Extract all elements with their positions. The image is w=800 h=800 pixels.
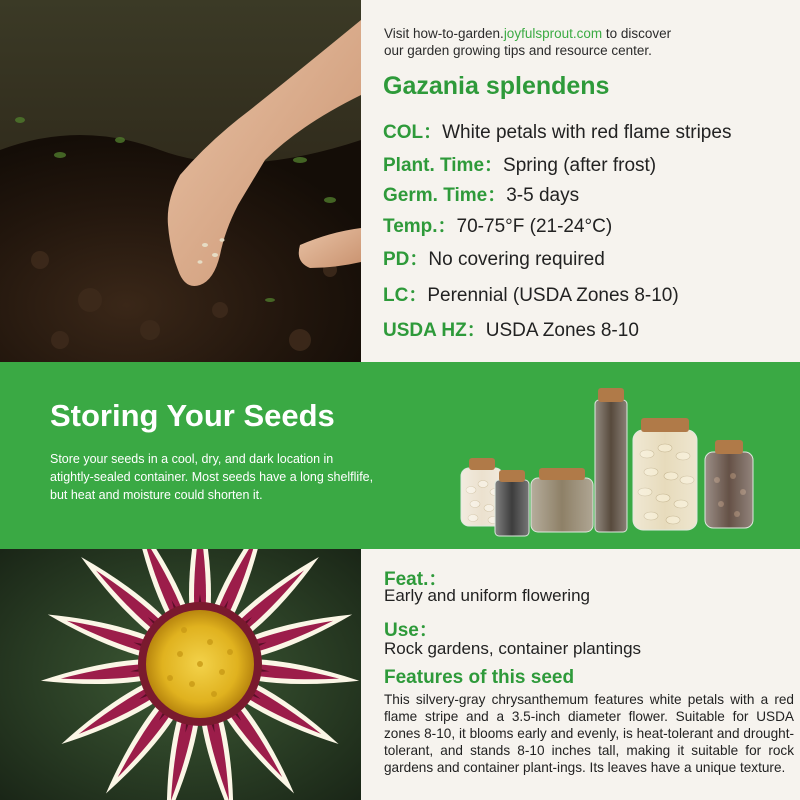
spec-color (383, 117, 731, 144)
gazania-flower-illustration (0, 549, 361, 800)
visit-website-note (384, 25, 784, 59)
soil-illustration (0, 0, 361, 362)
storing-title: Storing Your Seeds (50, 398, 335, 433)
spec-germination-time (383, 180, 579, 207)
spec-planting-time (383, 150, 656, 177)
visit-prefix: Visit how-to-garden. (384, 26, 504, 41)
storing-text: Store your seeds in a cool, dry, and dark location in atightly-sealed container. Most seeds have a long shelflife, but heat and moisture could shorten it. (50, 452, 374, 502)
spec-planting-depth (383, 244, 605, 271)
spec-key: Plant. Time： (383, 155, 504, 176)
spec-key: Germ. Time： (383, 185, 507, 206)
spec-value: Spring (after frost) (503, 155, 657, 176)
brand-link[interactable]: joyfulsprout.com (503, 26, 603, 41)
use-label: Use： (384, 620, 438, 641)
spec-hardiness-zone (383, 315, 639, 342)
hand-sowing-seeds-photo (0, 0, 361, 362)
spec-value: 3-5 days (506, 185, 580, 206)
spec-value: Perennial (USDA Zones 8-10) (427, 285, 679, 306)
storing-seeds-banner (0, 362, 800, 549)
seed-features-panel (361, 549, 800, 800)
spec-value: White petals with red flame stripes (442, 122, 732, 143)
use-value: Rock gardens, container plantings (384, 639, 642, 658)
spec-key: USDA HZ： (383, 320, 486, 341)
spec-key: LC： (383, 285, 428, 306)
seed-jars-illustration (455, 380, 765, 540)
features-description: This silvery-gray chrysanthemum features white petals with a red flame stripe and a 3.5-inch diameter flower. Suitable for USDA zones 8-10, it blooms early and evenly, is heat-tolerant and drought-tolerant, and stands 8-10 inches tall, making it suitable for rock gardens and container plant-ings. Its leaves have a unique texture. (384, 692, 794, 775)
spec-temperature (383, 211, 612, 238)
spec-life-cycle (383, 280, 679, 307)
top-section (0, 0, 800, 362)
spec-value: No covering required (428, 249, 605, 270)
species-name: Gazania splendens (383, 72, 610, 100)
spec-value: 70-75°F (21-24°C) (456, 216, 613, 237)
spec-key: Temp.： (383, 216, 457, 237)
feature-value: Early and uniform flowering (384, 586, 590, 605)
plant-info-panel (361, 0, 800, 362)
visit-line-2: our garden growing tips and resource center. (384, 43, 652, 58)
spec-value: USDA Zones 8-10 (485, 320, 639, 341)
spec-key: PD： (383, 249, 429, 270)
features-title: Features of this seed (384, 667, 575, 688)
gazania-flower-photo (0, 549, 361, 800)
feature-label: Feat.： (384, 569, 448, 590)
spec-key: COL： (383, 122, 443, 143)
visit-suffix: to discover (602, 26, 672, 41)
